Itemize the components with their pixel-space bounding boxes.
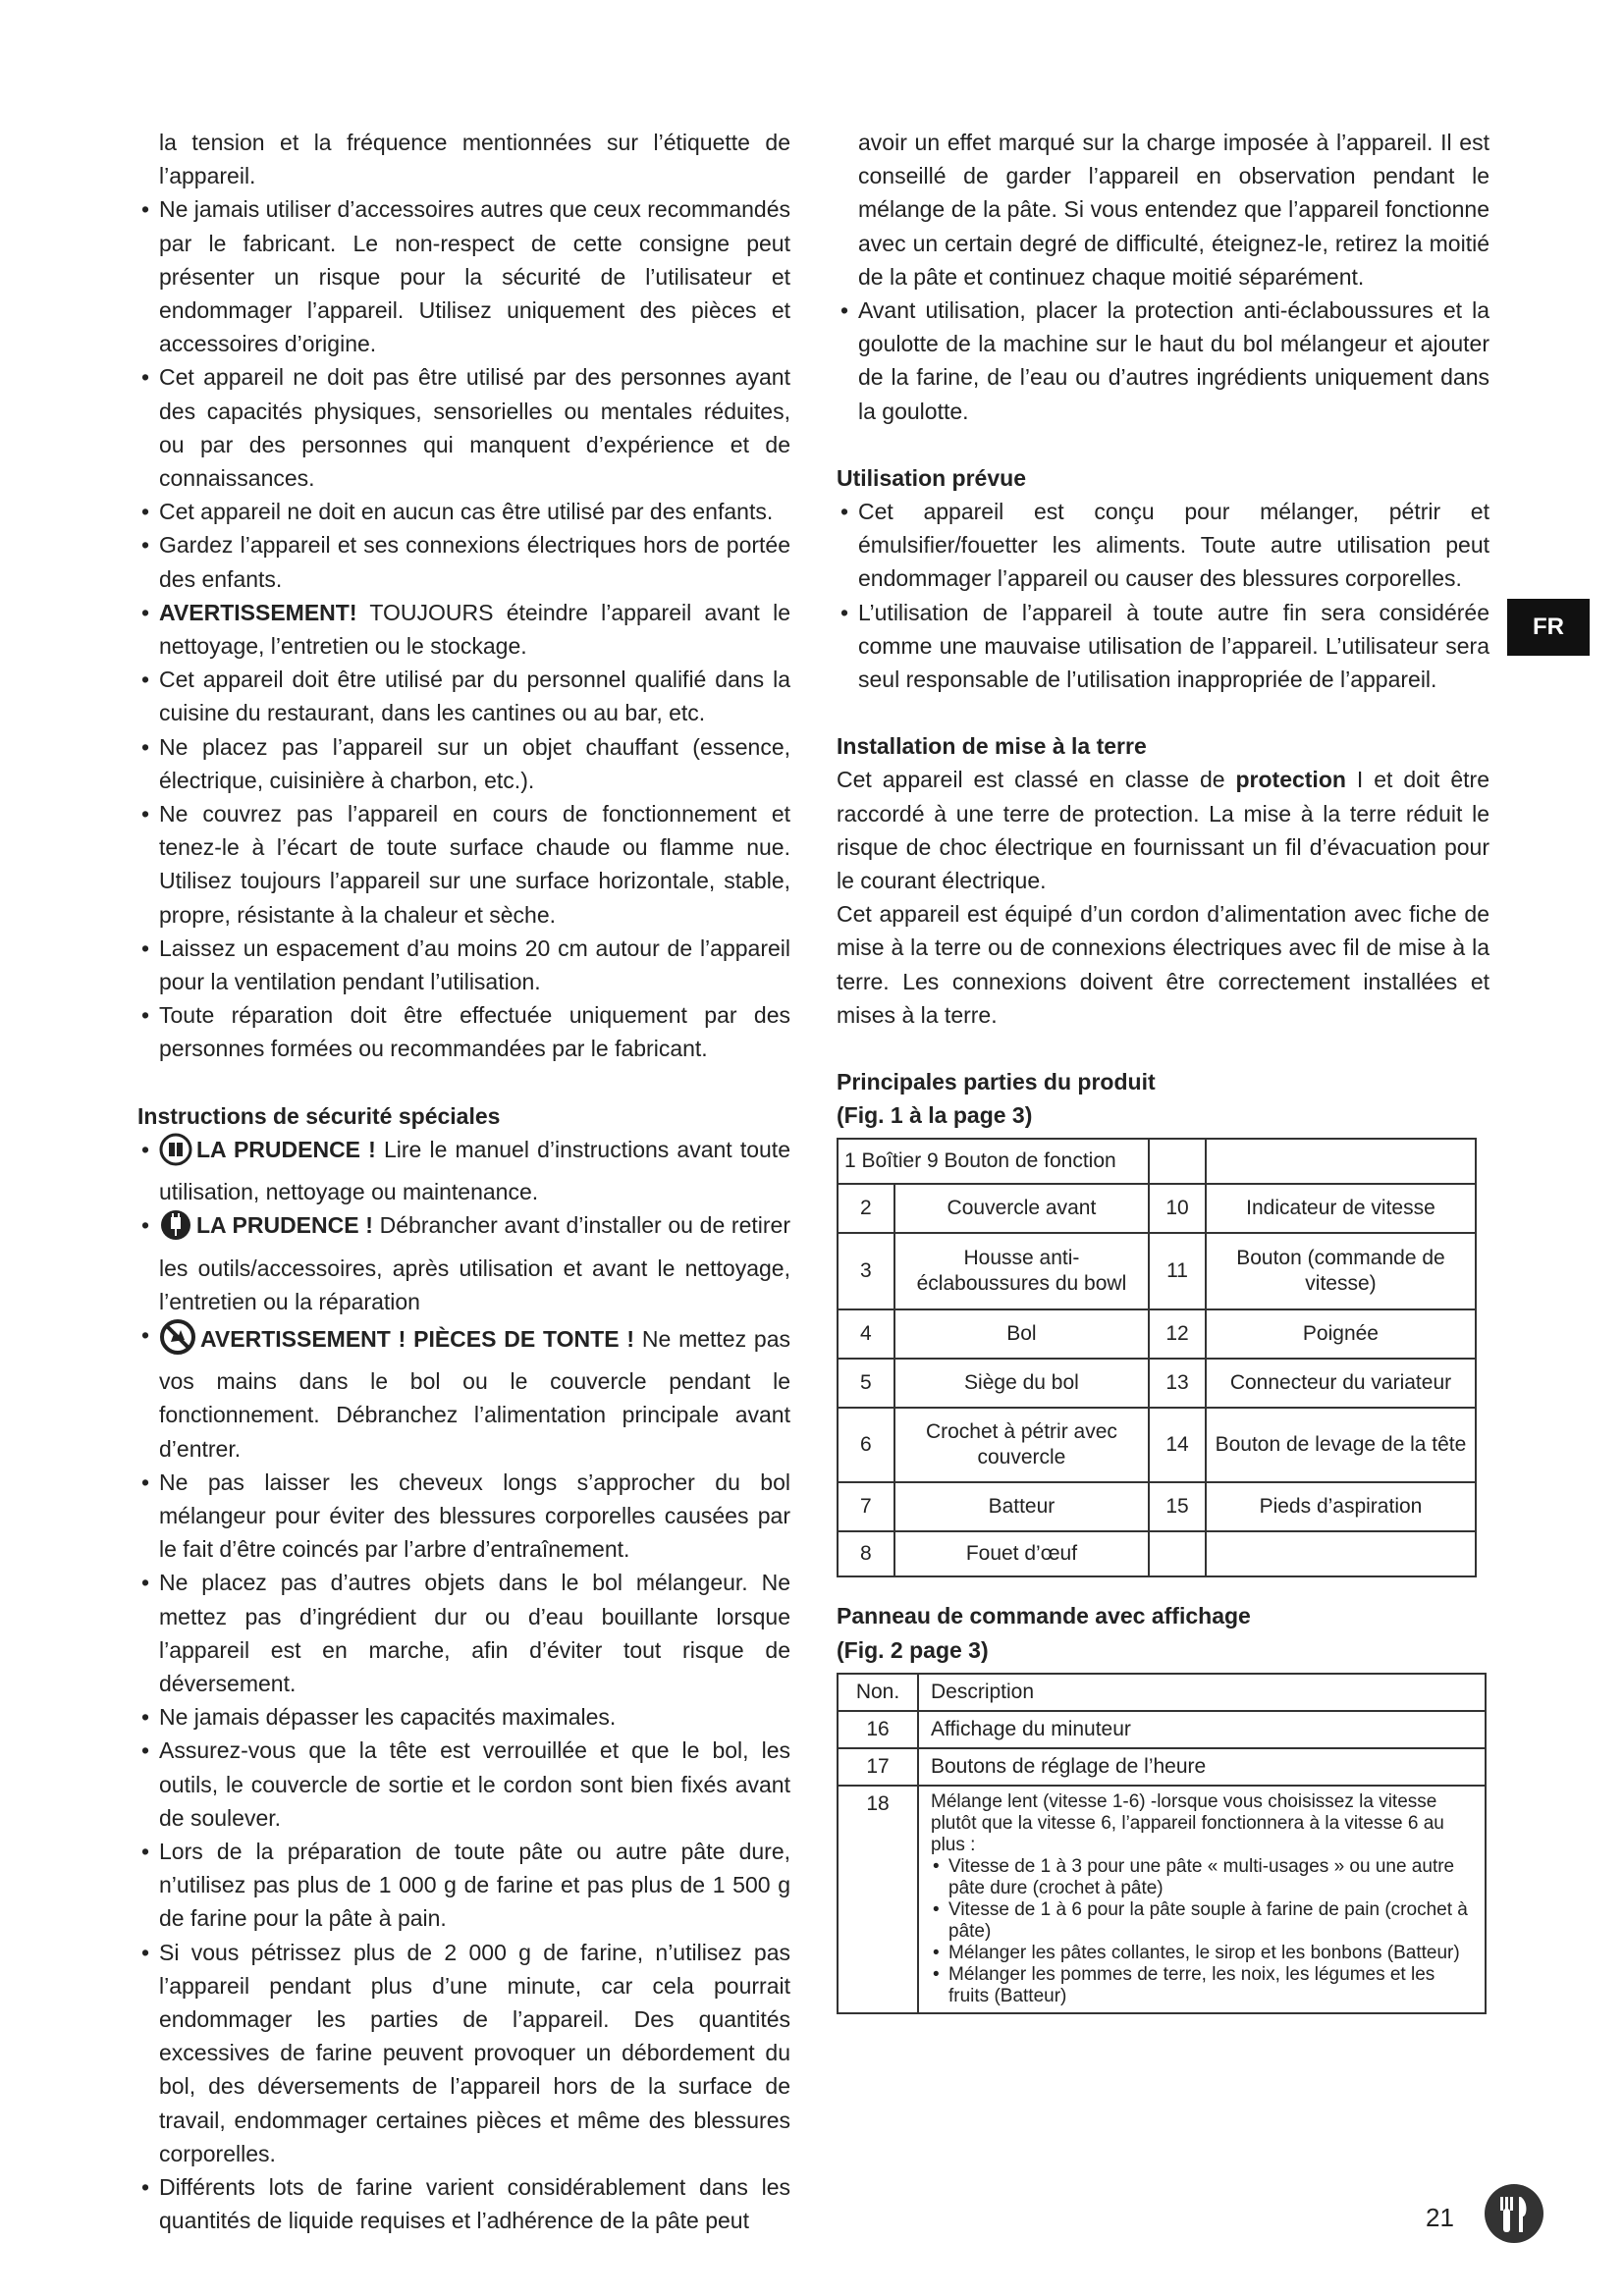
- table-row: [838, 1233, 1476, 1309]
- table-cell: 18: [838, 1786, 918, 2013]
- table-cell: Crochet à pétrir avec couvercle: [894, 1408, 1149, 1482]
- continued-text: avoir un effet marqué sur la charge imposée à l’appareil. Il est conseillé de garder l’appareil en observation pendant le mélange de la pâte. Si vous entendez que l’appareil fonctionne avec un certain degré de difficulté, éteignez-le, retirez la moitié de la pâte et continuez chaque moitié séparément.: [858, 130, 1489, 290]
- table-cell: Batteur: [894, 1482, 1149, 1531]
- intro-text: la tension et la fréquence mentionnées sur l’étiquette de l’appareil.: [159, 130, 790, 189]
- table-cell: 5: [838, 1359, 894, 1408]
- list-item: • Laissez un espacement d’au moins 20 cm autour de l’appareil pour la ventilation pendant l’utilisation.: [137, 932, 790, 998]
- table-cell: [918, 1786, 1486, 2013]
- list-item: • Ne placez pas d’autres objets dans le bol mélangeur. Ne mettez pas d’ingrédient dur ou d’eau bouillante lorsque l’appareil est en marche, afin d’éviter tout risque de déversement.: [137, 1566, 790, 1700]
- list-item-warning: [137, 596, 790, 663]
- panel-heading: Panneau de commande avec affichage: [837, 1603, 1251, 1629]
- caution-label: LA PRUDENCE !: [196, 1136, 376, 1162]
- table-cell: Siège du bol: [894, 1359, 1149, 1408]
- list-item: • Mélanger les pommes de terre, les noix, les légumes et les fruits (Batteur): [931, 1964, 1473, 2007]
- list-item: • Si vous pétrissez plus de 2 000 g de farine, n’utilisez pas l’appareil pendant plus d’une minute, car cela pourrait endommager les parties de l’appareil. Des quantités excessives de farine peuvent provoquer un débordement du bol, des déversements de l’appareil hors de la surface de travail, endommager certaines pièces et même des blessures corporelles.: [137, 1936, 790, 2170]
- table-row: [838, 1359, 1476, 1408]
- list-item: • Ne pas laisser les cheveux longs s’approcher du bol mélangeur pour éviter des blessures corporelles causées par le fait d’être coincés par l’arbre d’entraînement.: [137, 1466, 790, 1567]
- table-cell: Connecteur du variateur: [1206, 1359, 1476, 1408]
- list-item: • Vitesse de 1 à 3 pour une pâte « multi-usages » ou une autre pâte dure (crochet à pâte): [931, 1856, 1473, 1899]
- list-item: • Cet appareil doit être utilisé par du personnel qualifié dans la cuisine du restaurant, dans les cantines ou au bar, etc.: [137, 663, 790, 729]
- table-cell: Boutons de réglage de l’heure: [918, 1748, 1486, 1786]
- list-item: • Ne jamais utiliser d’accessoires autres que ceux recommandés par le fabricant. Le non-respect de cette consigne peut présenter un risque pour la sécurité de l’utilisateur et endommager l’appareil. Utilisez uniquement des pièces et accessoires d’origine.: [137, 192, 790, 360]
- list-item: • Toute réparation doit être effectuée uniquement par des personnes formées ou recommandées par le fabricant.: [137, 998, 790, 1065]
- earthing-text: Cet appareil est classé en classe de: [837, 767, 1236, 793]
- table-cell: 17: [838, 1748, 918, 1786]
- caution-text: Ne mettez pas vos mains dans le bol ou le couvercle pendant le fonctionnement. Débranchez l’alimentation principale avant d’entrer.: [159, 1325, 790, 1462]
- panel-subheading: (Fig. 2 page 3): [837, 1636, 989, 1663]
- table-cell: [1149, 1139, 1206, 1184]
- table-row: [838, 1748, 1486, 1786]
- language-tab: FR: [1507, 599, 1590, 656]
- left-column: [137, 126, 790, 2237]
- table-header-num: Non.: [838, 1674, 918, 1711]
- table-cell: 10: [1149, 1184, 1206, 1233]
- table-cell: 11: [1149, 1233, 1206, 1309]
- caution-label: AVERTISSEMENT ! PIÈCES DE TONTE !: [200, 1325, 635, 1352]
- table-row: [838, 1482, 1476, 1531]
- special-instructions-heading: Instructions de sécurité spéciales: [137, 1102, 501, 1129]
- caution-list: [137, 1133, 790, 2238]
- table-cell: [1149, 1531, 1206, 1576]
- earthing-text: I et doit être raccordé à une terre de protection. La mise à la terre réduit le risque de choc électrique en fournissant un fil d’évacuation pour le courant électrique.: [837, 767, 1490, 894]
- table-cell: 16: [838, 1711, 918, 1748]
- table-row: [838, 1711, 1486, 1748]
- list-item: • L’utilisation de l’appareil à toute autre fin sera considérée comme une mauvaise utilisation de l’appareil. L’utilisateur sera seul responsable de l’utilisation inappropriée de l’appareil.: [837, 596, 1489, 697]
- table-cell: Bouton de levage de la tête: [1206, 1408, 1476, 1482]
- table-cell: 7: [838, 1482, 894, 1531]
- list-item: • Cet appareil est conçu pour mélanger, pétrir et émulsifier/fouetter les aliments. Toute autre utilisation peut endommager l’appareil ou causer des blessures corporelles.: [837, 495, 1489, 596]
- list-item: • Ne jamais dépasser les capacités maximales.: [137, 1700, 790, 1734]
- table-header-desc: Description: [918, 1674, 1486, 1711]
- list-item: • Ne placez pas l’appareil sur un objet chauffant (essence, électrique, cuisinière à charbon, etc.).: [137, 730, 790, 797]
- table-cell: Housse anti-éclaboussures du bowl: [894, 1233, 1149, 1309]
- list-item: • Assurez-vous que la tête est verrouillée et que le bol, les outils, le couvercle de sortie et le cordon sont bien fixés avant de soulever.: [137, 1734, 790, 1835]
- table-cell: Pieds d’aspiration: [1206, 1482, 1476, 1531]
- table-row: [838, 1786, 1486, 2013]
- table-cell: 4: [838, 1309, 894, 1359]
- table-row: [838, 1531, 1476, 1576]
- control-panel-table: [837, 1673, 1487, 2014]
- earthing-paragraph-1: [837, 763, 1489, 897]
- read-manual-icon: [159, 1133, 192, 1175]
- list-item: • Gardez l’appareil et ses connexions électriques hors de portée des enfants.: [137, 528, 790, 595]
- list-item: • Vitesse de 1 à 6 pour la pâte souple à farine de pain (crochet à pâte): [931, 1899, 1473, 1943]
- warning-text: TOUJOURS éteindre l’appareil avant le nettoyage, l’entretien ou le stockage.: [159, 599, 790, 660]
- caution-item-manual: [137, 1133, 790, 1208]
- table-cell: Couvercle avant: [894, 1184, 1149, 1233]
- parts-table: [837, 1138, 1477, 1577]
- list-item: • Différents lots de farine varient considérablement dans les quantités de liquide requises et l’adhérence de la pâte peut: [137, 2170, 790, 2237]
- table-cell: Bouton (commande de vitesse): [1206, 1233, 1476, 1309]
- earthing-strong: protection: [1235, 767, 1346, 793]
- intended-use-list: [837, 495, 1489, 696]
- list-item: • Lors de la préparation de toute pâte ou autre pâte dure, n’utilisez pas plus de 1 000 g de farine et pas plus de 1 500 g de farine pour la pâte à pain.: [137, 1835, 790, 1936]
- table-cell: 12: [1149, 1309, 1206, 1359]
- unplug-icon: [159, 1208, 192, 1251]
- table-cell: 1 Boîtier 9 Bouton de fonction: [838, 1139, 1149, 1184]
- table-row: [838, 1139, 1476, 1184]
- table-cell: Indicateur de vitesse: [1206, 1184, 1476, 1233]
- table-cell: 8: [838, 1531, 894, 1576]
- table-cell: [1206, 1531, 1476, 1576]
- splash-list: [837, 294, 1489, 428]
- intended-use-heading: Utilisation prévue: [837, 464, 1026, 491]
- safety-list-1: [137, 192, 790, 1065]
- table-cell: Fouet d’œuf: [894, 1531, 1149, 1576]
- no-hands-icon: [159, 1318, 196, 1364]
- table-row: [838, 1674, 1486, 1711]
- table-cell: 15: [1149, 1482, 1206, 1531]
- parts-heading: Principales parties du produit: [837, 1069, 1156, 1095]
- right-column: [837, 126, 1489, 2014]
- caution-text: Lire le manuel d’instructions avant toute utilisation, nettoyage ou maintenance.: [159, 1136, 790, 1205]
- caution-text: Débrancher avant d’installer ou de retirer les outils/accessoires, après utilisation et avant le nettoyage, l’entretien ou la réparation: [159, 1212, 790, 1314]
- list-item: • Ne couvrez pas l’appareil en cours de fonctionnement et tenez-le à l’écart de toute surface chaude ou flamme nue. Utilisez toujours l’appareil sur une surface horizontale, stable, propre, résistante à la chaleur et sèche.: [137, 797, 790, 932]
- caution-item-blades: [137, 1318, 790, 1466]
- list-item: • Avant utilisation, placer la protection anti-éclaboussures et la goulotte de la machine sur le haut du bol mélangeur et ajouter de la farine, de l’eau ou d’autres ingrédients uniquement dans la goulotte.: [837, 294, 1489, 428]
- earthing-heading: Installation de mise à la terre: [837, 733, 1147, 760]
- warning-label: AVERTISSEMENT!: [159, 599, 357, 625]
- earthing-paragraph-2: Cet appareil est équipé d’un cordon d’alimentation avec fiche de mise à la terre ou de connexions électriques avec fil de mise à la terre. Les connexions doivent être correctement installées et mises à la terre.: [837, 901, 1489, 1028]
- row18-list: [931, 1856, 1473, 2007]
- table-cell: 14: [1149, 1408, 1206, 1482]
- list-item: • Mélanger les pâtes collantes, le sirop et les bonbons (Batteur): [931, 1943, 1473, 1964]
- table-row: [838, 1184, 1476, 1233]
- caution-item-unplug: [137, 1208, 790, 1318]
- page-number: 21: [1426, 2203, 1454, 2232]
- table-cell: 13: [1149, 1359, 1206, 1408]
- table-cell: Bol: [894, 1309, 1149, 1359]
- list-item: • Cet appareil ne doit en aucun cas être utilisé par des enfants.: [137, 495, 790, 528]
- table-cell: 3: [838, 1233, 894, 1309]
- table-row: [838, 1408, 1476, 1482]
- list-item: • Cet appareil ne doit pas être utilisé par des personnes ayant des capacités physiques, sensorielles ou mentales réduites, ou par des personnes qui manquent d’expérience et de connaissances.: [137, 360, 790, 495]
- table-cell: 6: [838, 1408, 894, 1482]
- parts-subheading: (Fig. 1 à la page 3): [837, 1102, 1033, 1129]
- cutlery-logo-icon: [1484, 2183, 1544, 2244]
- caution-label: LA PRUDENCE !: [196, 1212, 373, 1239]
- table-row: [838, 1309, 1476, 1359]
- row18-text: Mélange lent (vitesse 1-6) -lorsque vous choisissez la vitesse plutôt que la vitesse 6, l’appareil fonctionnera à la vitesse 6 au plus :: [931, 1790, 1444, 1855]
- table-cell: Poignée: [1206, 1309, 1476, 1359]
- table-cell: 2: [838, 1184, 894, 1233]
- table-cell: Affichage du minuteur: [918, 1711, 1486, 1748]
- table-cell: [1206, 1139, 1476, 1184]
